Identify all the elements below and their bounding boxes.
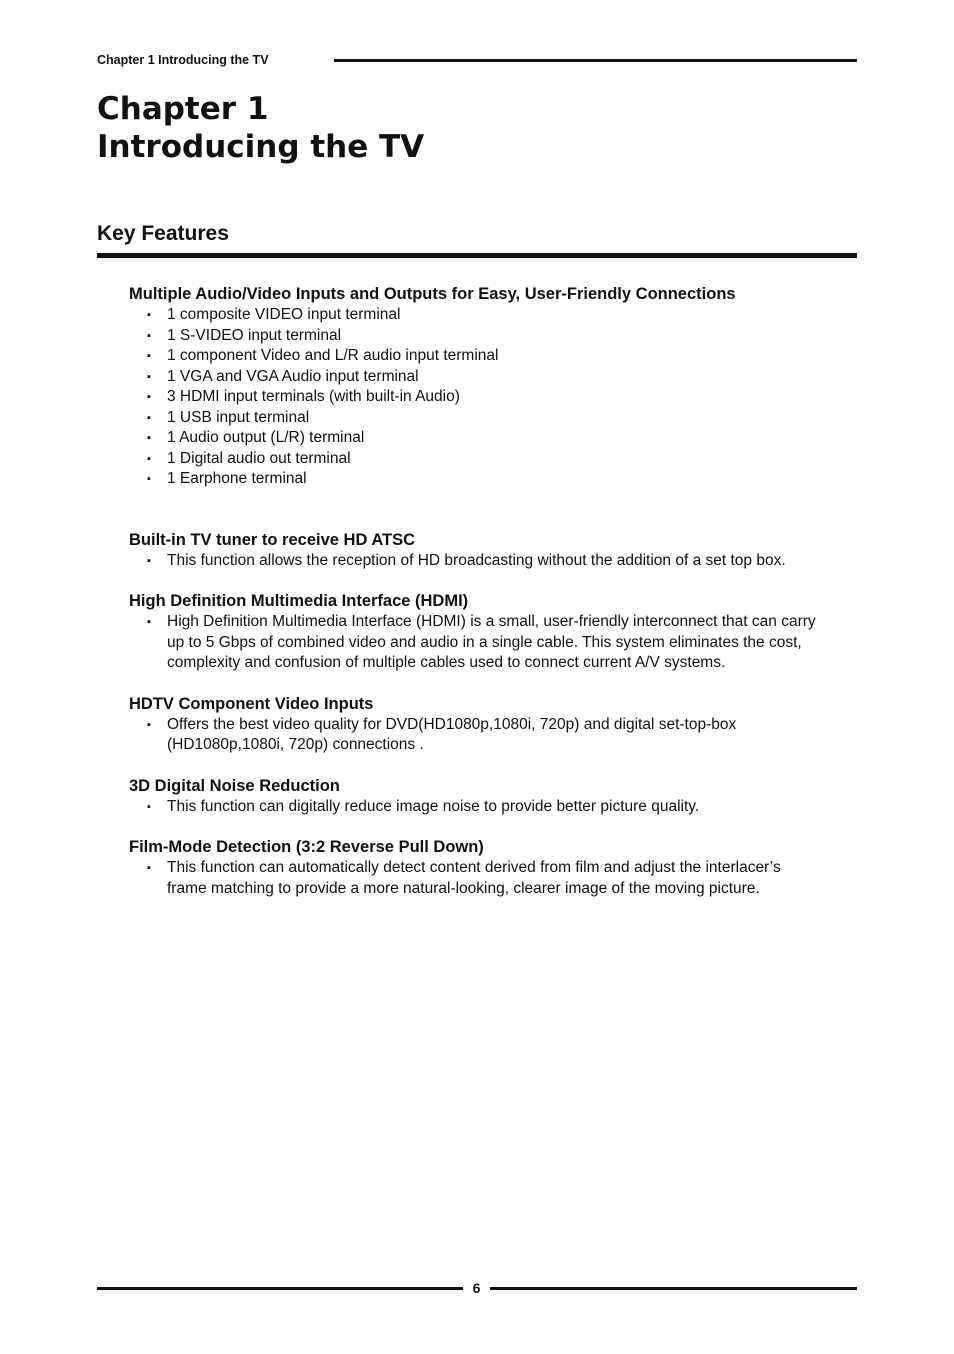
feature-film-mode bbox=[129, 837, 819, 899]
bullet-item: ▪ This function can digitally reduce image noise to provide better picture quality. bbox=[129, 797, 819, 818]
footer-rule-left bbox=[97, 1287, 463, 1290]
feature-bullets bbox=[129, 305, 819, 490]
bullet-item: ▪ 1 composite VIDEO input terminal bbox=[129, 305, 819, 326]
chapter-title-line1: Chapter 1 bbox=[97, 91, 269, 127]
feature-tv-tuner bbox=[129, 530, 819, 572]
feature-bullets bbox=[129, 612, 819, 674]
feature-heading: Built-in TV tuner to receive HD ATSC bbox=[129, 530, 416, 549]
section-title: Key Features bbox=[97, 222, 229, 245]
feature-noise-reduction bbox=[129, 776, 819, 818]
chapter-title bbox=[97, 90, 424, 166]
page-number: 6 bbox=[472, 1280, 481, 1296]
bullet-item: ▪ 1 Earphone terminal bbox=[129, 469, 819, 490]
feature-hdmi bbox=[129, 591, 819, 674]
feature-heading: Multiple Audio/Video Inputs and Outputs for Easy, User-Friendly Connections bbox=[129, 285, 736, 303]
bullet-item: ▪ 1 S-VIDEO input terminal bbox=[129, 326, 819, 347]
feature-bullets bbox=[129, 797, 819, 818]
feature-bullets bbox=[129, 715, 819, 756]
feature-heading: High Definition Multimedia Interface (HDMI) bbox=[129, 592, 469, 610]
bullet-item: ▪ 1 USB input terminal bbox=[129, 408, 819, 429]
bullet-item: ▪ 1 Digital audio out terminal bbox=[129, 449, 819, 470]
bullet-item: ▪ 1 Audio output (L/R) terminal bbox=[129, 428, 819, 449]
header-rule bbox=[334, 59, 857, 62]
features-list bbox=[129, 284, 819, 899]
running-header: Chapter 1 Introducing the TV bbox=[97, 53, 269, 67]
footer-rule-right bbox=[490, 1287, 857, 1290]
bullet-item: ▪ High Definition Multimedia Interface (HDMI) is a small, user-friendly interconnect that can carry up to 5 Gbps of combined video and audio in a single cable. This system eliminates the cost, complexity and confusion of multiple cables used to connect current A/V systems. bbox=[129, 612, 819, 674]
bullet-item: ▪ Offers the best video quality for DVD(HD1080p,1080i, 720p) and digital set-top-box (HD1080p,1080i, 720p) connections . bbox=[129, 715, 819, 756]
feature-heading: HDTV Component Video Inputs bbox=[129, 694, 374, 713]
feature-component-video bbox=[129, 694, 819, 756]
feature-heading: 3D Digital Noise Reduction bbox=[129, 776, 340, 795]
section-rule bbox=[97, 253, 857, 258]
bullet-item: ▪ This function can automatically detect content derived from film and adjust the interlacer’s frame matching to provide a more natural-looking, clearer image of the moving picture. bbox=[129, 858, 819, 899]
bullet-item: ▪ 1 component Video and L/R audio input terminal bbox=[129, 346, 819, 367]
bullet-item: ▪ 3 HDMI input terminals (with built-in Audio) bbox=[129, 387, 819, 408]
bullet-item: ▪ 1 VGA and VGA Audio input terminal bbox=[129, 367, 819, 388]
feature-av-inputs bbox=[129, 284, 819, 490]
bullet-item: ▪ This function allows the reception of HD broadcasting without the addition of a set top box. bbox=[129, 551, 819, 572]
feature-bullets bbox=[129, 858, 819, 899]
feature-bullets bbox=[129, 551, 819, 572]
feature-heading: Film-Mode Detection (3:2 Reverse Pull Down) bbox=[129, 838, 484, 856]
chapter-title-line2: Introducing the TV bbox=[97, 129, 425, 165]
